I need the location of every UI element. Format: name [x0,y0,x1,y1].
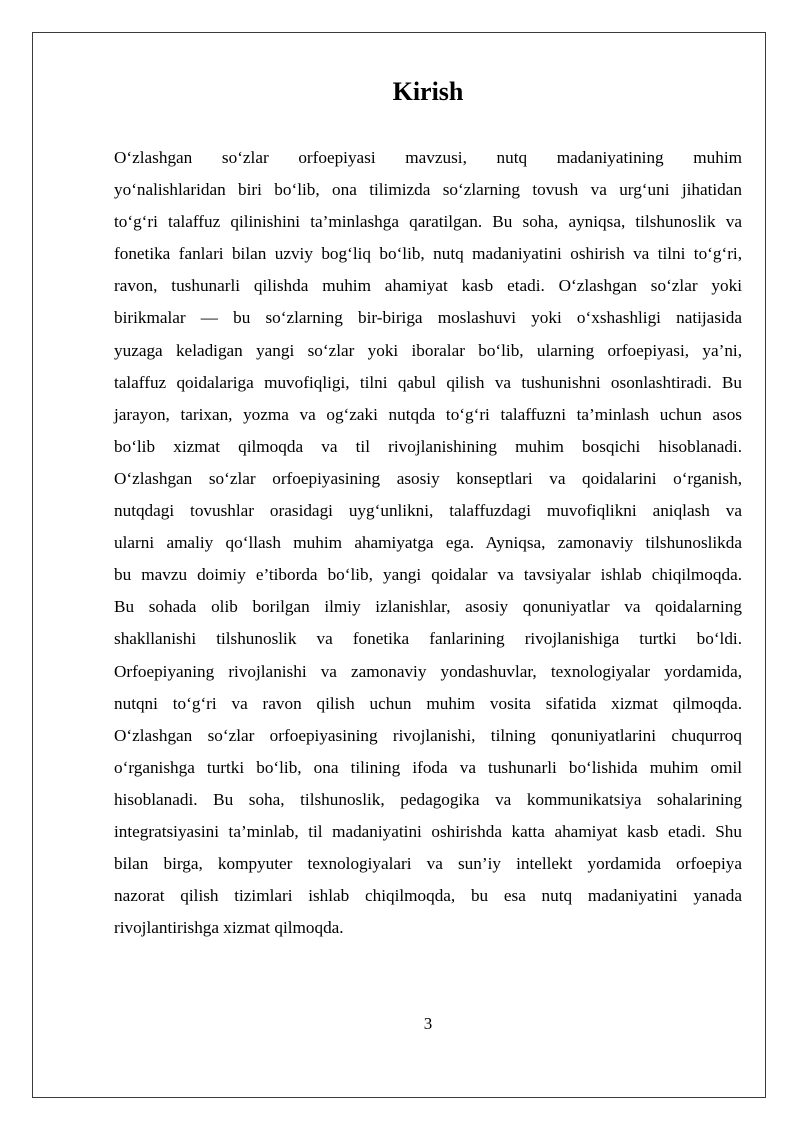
paragraph-line: yo‘nalishlaridan biri bo‘lib, ona tilimizda so‘zlarning tovush va urg‘uni jihatidan [114,180,742,200]
paragraph-line: jarayon, tarixan, yozma va og‘zaki nutqda to‘g‘ri talaffuzni ta’minlash uchun asos [114,404,742,424]
paragraph-line: yuzaga keladigan yangi so‘zlar yoki iboralar bo‘lib, ularning orfoepiyasi, ya’ni, [114,340,742,360]
page-number: 3 [423,1014,433,1033]
paragraph-line: shakllanishi tilshunoslik va fonetika fanlarining rivojlanishiga turtki bo‘ldi. [114,629,742,649]
paragraph-line: integratsiyasini ta’minlab, til madaniyatini oshirishda katta ahamiyat kasb etadi. Shu [114,821,742,841]
paragraph-line: nutqni to‘g‘ri va ravon qilish uchun muhim vosita sifatida xizmat qilmoqda. [114,693,742,713]
body-paragraph [114,142,742,944]
paragraph-line: talaffuz qoidalariga muvofiqligi, tilni qabul qilish va tushunishni osonlashtiradi. Bu [114,372,742,392]
paragraph-line: o‘rganishga turtki bo‘lib, ona tilining ifoda va tushunarli bo‘lishida muhim omil [114,757,742,777]
paragraph-line: rivojlantirishga xizmat qilmoqda. [114,918,344,938]
paragraph-line: Orfoepiyaning rivojlanishi va zamonaviy yondashuvlar, texnologiyalar yordamida, [114,661,742,681]
paragraph-line: Bu sohada olib borilgan ilmiy izlanishlar, asosiy qonuniyatlar va qoidalarning [114,597,742,617]
paragraph-line: ravon, tushunarli qilishda muhim ahamiyat kasb etadi. O‘zlashgan so‘zlar yoki [114,276,742,296]
paragraph-line: to‘g‘ri talaffuz qilinishini ta’minlashga qaratilgan. Bu soha, ayniqsa, tilshunoslik va [114,212,742,232]
paragraph-line: O‘zlashgan so‘zlar orfoepiyasining asosiy konseptlari va qoidalarini o‘rganish, [114,468,742,488]
paragraph-line: O‘zlashgan so‘zlar orfoepiyasining rivojlanishi, tilning qonuniyatlarini chuqurroq [114,725,742,745]
paragraph-line: birikmalar — bu so‘zlarning bir-biriga moslashuvi yoki o‘xshashligi natijasida [114,308,742,328]
paragraph-line: ularni amaliy qo‘llash muhim ahamiyatga ega. Ayniqsa, zamonaviy tilshunoslikda [114,533,742,553]
paragraph-line: hisoblanadi. Bu soha, tilshunoslik, pedagogika va kommunikatsiya sohalarining [114,789,742,809]
paragraph-line: bo‘lib xizmat qilmoqda va til rivojlanishining muhim bosqichi hisoblanadi. [114,436,742,456]
paragraph-line: nutqdagi tovushlar orasidagi uyg‘unlikni, talaffuzdagi muvofiqlikni aniqlash va [114,501,742,521]
paragraph-line: bu mavzu doimiy e’tiborda bo‘lib, yangi qoidalar va tavsiyalar ishlab chiqilmoqda. [114,565,742,585]
paragraph-line: fonetika fanlari bilan uzviy bog‘liq bo‘lib, nutq madaniyatini oshirish va tilni to‘g‘ri, [114,244,742,264]
paragraph-line: nazorat qilish tizimlari ishlab chiqilmoqda, bu esa nutq madaniyatini yanada [114,886,742,906]
paragraph-line: O‘zlashgan so‘zlar orfoepiyasi mavzusi, nutq madaniyatining muhim [114,148,742,167]
page-title: Kirish [392,77,464,106]
paragraph-line: bilan birga, kompyuter texnologiyalari va sun’iy intellekt yordamida orfoepiya [114,854,742,874]
